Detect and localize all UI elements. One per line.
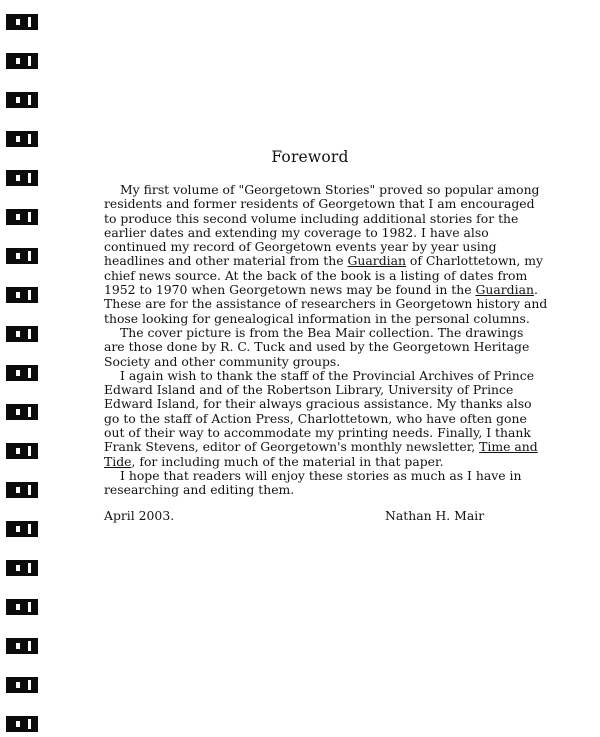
- text-line: Edward Island and of the Robertson Library, University of Prince: [104, 382, 514, 398]
- text-line: go to the staff of Action Press, Charlottetown, who have often gone: [104, 410, 527, 426]
- binding-coil: [6, 677, 38, 693]
- text-line: [104, 439, 538, 455]
- text-line: researching and editing them.: [104, 482, 295, 498]
- binding-coil: [6, 248, 38, 264]
- text-line: those looking for genealogical information in the personal columns.: [104, 310, 530, 326]
- binding-coil: [6, 482, 38, 498]
- binding-coil: [6, 92, 38, 108]
- text-line: earlier dates and extending my coverage to 1982. I have also: [104, 224, 489, 240]
- binding-coil: [6, 14, 38, 30]
- newspaper-title: Guardian: [475, 282, 534, 298]
- text-line: [104, 455, 514, 469]
- binding-coil: [6, 560, 38, 576]
- text-line: to produce this second volume including additional stories for the: [104, 210, 519, 226]
- binding-coil: [6, 521, 38, 537]
- binding-coil: [6, 443, 38, 459]
- text-line: My first volume of "Georgetown Stories" proved so popular among: [120, 182, 540, 197]
- text-line: I hope that readers will enjoy these stories as much as I have in: [120, 467, 522, 483]
- binding-coil: [6, 53, 38, 69]
- binding-coil: [6, 404, 38, 420]
- binding-coil: [6, 131, 38, 147]
- binding-coil: [6, 326, 38, 342]
- text-line: The cover picture is from the Bea Mair collection. The drawings: [120, 324, 524, 340]
- page-title: Foreword: [271, 148, 349, 166]
- text-segment: .: [533, 282, 538, 298]
- text-line: continued my record of Georgetown events year by year using: [104, 239, 497, 255]
- binding-coil: [6, 287, 38, 303]
- binding-coil: [6, 170, 38, 186]
- text-segment: of Charlottetown, my: [405, 253, 544, 269]
- newsletter-title: Time and: [479, 439, 538, 455]
- text-segment: headlines and other material from the: [104, 253, 348, 269]
- text-line: [104, 282, 538, 298]
- text-line: Edward Island, for their always gracious assistance. My thanks also: [104, 396, 532, 412]
- binding-coil: [6, 365, 38, 381]
- text-line: chief news source. At the back of the book is a listing of dates from: [104, 267, 528, 283]
- binding-coil: [6, 209, 38, 225]
- newspaper-title: Guardian: [347, 253, 406, 269]
- text-segment: Frank Stevens, editor of Georgetown's monthly newsletter,: [104, 439, 480, 455]
- text-segment: 1952 to 1970 when Georgetown news may be found in the: [104, 282, 476, 298]
- text-line: residents and former residents of Georgetown that I am encouraged: [104, 196, 535, 212]
- spiral-binding: [0, 0, 42, 737]
- binding-coil: [6, 638, 38, 654]
- signature-date: April 2003.: [104, 508, 175, 523]
- newsletter-title: Tide: [104, 453, 132, 469]
- text-line: out of their way to accommodate my printing needs. Finally, I thank: [104, 425, 531, 441]
- text-line: I again wish to thank the staff of the Provincial Archives of Prince: [120, 367, 535, 383]
- foreword-body: [104, 182, 548, 498]
- binding-coil: [6, 716, 38, 732]
- text-line: These are for the assistance of researchers in Georgetown history and: [104, 296, 548, 312]
- text-segment: , for including much of the material in that paper.: [131, 453, 444, 469]
- binding-coil: [6, 599, 38, 615]
- signature-name: Nathan H. Mair: [385, 508, 485, 523]
- text-line: [104, 253, 544, 269]
- text-line: are those done by R. C. Tuck and used by the Georgetown Heritage: [104, 339, 530, 355]
- text-line: Society and other community groups.: [104, 353, 341, 369]
